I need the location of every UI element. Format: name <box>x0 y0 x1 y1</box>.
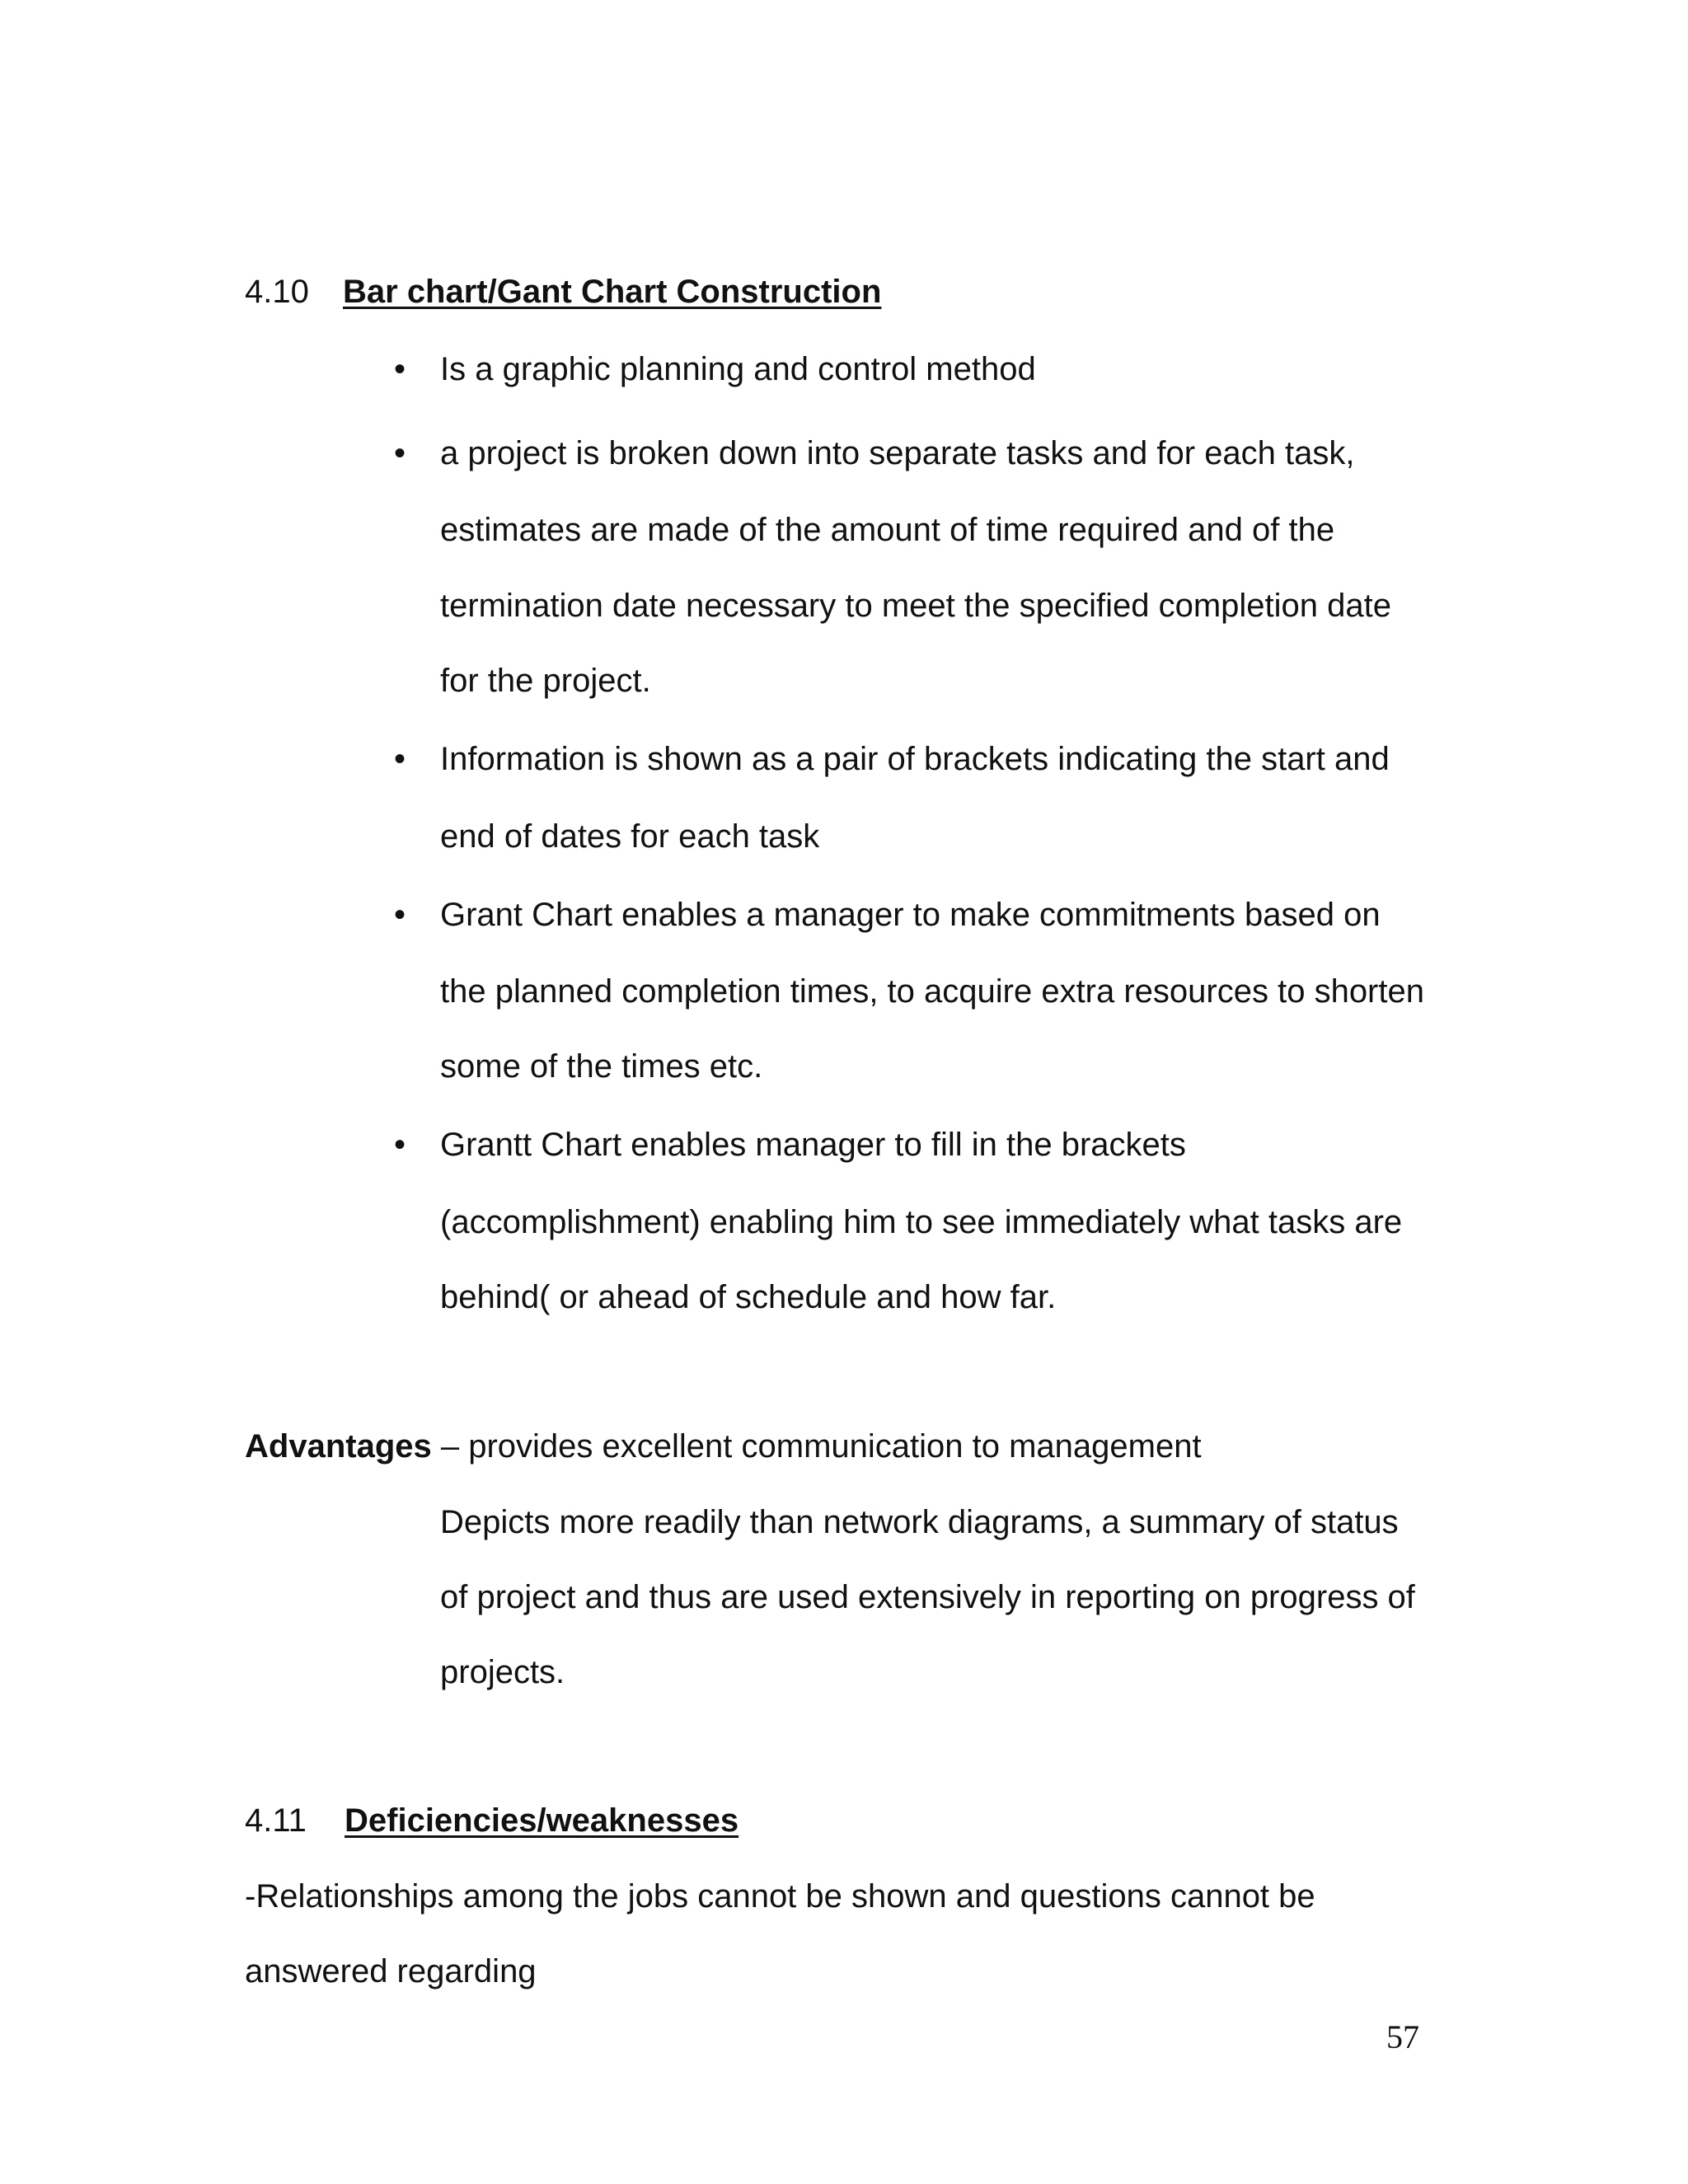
section-4-10-title: Bar chart/Gant Chart Construction <box>343 274 882 310</box>
advantages-line-1: Depicts more readily than network diagrams, a summary of status <box>440 1504 1399 1540</box>
bullet-marker: • <box>394 897 406 933</box>
section-4-11-number: 4.11 <box>245 1802 307 1839</box>
bullet-marker: • <box>394 351 406 387</box>
advantages-line-3: projects. <box>440 1654 565 1690</box>
bullet-2-line-1: a project is broken down into separate tasks and for each task, <box>440 435 1355 471</box>
bullet-marker: • <box>394 741 406 777</box>
bullet-marker: • <box>394 435 406 471</box>
bullet-2-line-2: estimates are made of the amount of time required and of the <box>440 512 1335 548</box>
bullet-2-line-3: termination date necessary to meet the specified completion date <box>440 588 1391 624</box>
bullet-1-line-1: Is a graphic planning and control method <box>440 351 1036 387</box>
advantages-label: Advantages <box>245 1428 432 1465</box>
bullet-4-line-2: the planned completion times, to acquire extra resources to shorten <box>440 973 1424 1010</box>
deficiencies-line-1: -Relationships among the jobs cannot be shown and questions cannot be <box>245 1878 1315 1915</box>
bullet-5-line-2: (accomplishment) enabling him to see immediately what tasks are <box>440 1204 1403 1240</box>
bullet-5-line-1: Grantt Chart enables manager to fill in the brackets <box>440 1127 1186 1163</box>
advantages-line-2: of project and thus are used extensively in reporting on progress of <box>440 1579 1415 1615</box>
deficiencies-line-2: answered regarding <box>245 1953 537 1990</box>
advantages-first-line: – provides excellent communication to management <box>431 1428 1202 1465</box>
bullet-3-line-2: end of dates for each task <box>440 818 820 855</box>
section-4-11-title: Deficiencies/weaknesses <box>345 1802 739 1839</box>
section-4-10-number: 4.10 <box>245 274 309 310</box>
bullet-marker: • <box>394 1127 406 1163</box>
bullet-4-line-3: some of the times etc. <box>440 1048 763 1085</box>
bullet-4-line-1: Grant Chart enables a manager to make commitments based on <box>440 897 1381 933</box>
advantages-paragraph <box>245 1427 1202 1466</box>
bullet-2-line-4: for the project. <box>440 663 651 699</box>
bullet-5-line-3: behind( or ahead of schedule and how far. <box>440 1279 1057 1315</box>
bullet-3-line-1: Information is shown as a pair of brackets indicating the start and <box>440 741 1390 777</box>
page-number: 57 <box>1386 2018 1419 2055</box>
